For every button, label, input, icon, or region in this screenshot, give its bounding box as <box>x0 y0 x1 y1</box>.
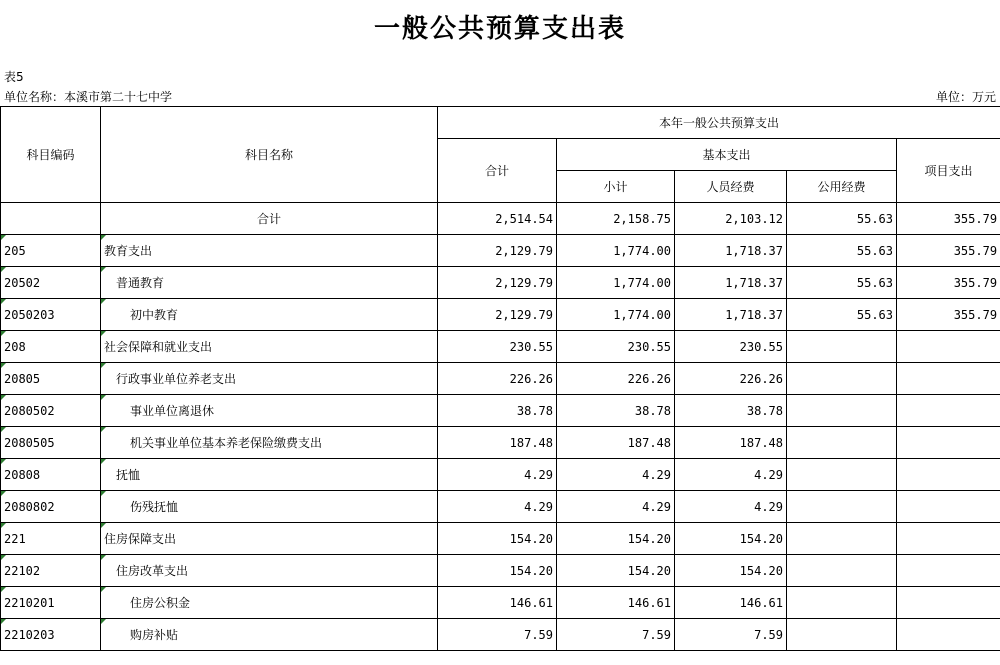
cell-marker-icon <box>101 363 106 368</box>
table-row <box>1 491 1000 523</box>
code-cell <box>1 299 101 331</box>
cell-marker-icon <box>101 619 106 624</box>
project-cell: 355.79 <box>897 235 1000 267</box>
name-cell <box>101 427 438 459</box>
code-cell <box>1 427 101 459</box>
table-number: 表5 <box>4 70 24 84</box>
project-cell <box>897 331 1000 363</box>
personnel-cell: 4.29 <box>675 491 787 523</box>
code-cell <box>1 363 101 395</box>
name-cell <box>101 363 438 395</box>
cell-marker-icon <box>101 299 106 304</box>
code-text: 2210201 <box>4 595 55 610</box>
name-text: 社会保障和就业支出 <box>104 340 213 354</box>
subtotal-cell: 4.29 <box>557 459 675 491</box>
name-text: 事业单位离退休 <box>130 404 215 418</box>
code-cell <box>1 619 101 651</box>
cell-marker-icon <box>1 299 6 304</box>
cell-marker-icon <box>101 267 106 272</box>
code-text: 2050203 <box>4 307 55 322</box>
personnel-cell: 187.48 <box>675 427 787 459</box>
public-cell: 55.63 <box>787 267 897 299</box>
total-cell: 4.29 <box>438 459 557 491</box>
total-cell: 146.61 <box>438 587 557 619</box>
subtotal-cell: 154.20 <box>557 523 675 555</box>
personnel-cell: 146.61 <box>675 587 787 619</box>
personnel-cell: 4.29 <box>675 459 787 491</box>
name-text: 住房改革支出 <box>116 564 189 578</box>
subtotal-cell: 146.61 <box>557 587 675 619</box>
code-text: 20502 <box>4 275 41 290</box>
table-row <box>1 459 1000 491</box>
total-cell: 154.20 <box>438 523 557 555</box>
project-cell <box>897 619 1000 651</box>
code-cell <box>1 491 101 523</box>
header-total: 合计 <box>438 139 557 203</box>
cell-marker-icon <box>101 331 106 336</box>
name-text: 伤残抚恤 <box>130 500 179 514</box>
public-cell <box>787 619 897 651</box>
code-text: 208 <box>4 339 26 354</box>
table-row <box>1 427 1000 459</box>
name-cell <box>101 267 438 299</box>
personnel-cell: 1,718.37 <box>675 235 787 267</box>
total-cell: 2,129.79 <box>438 267 557 299</box>
name-text: 初中教育 <box>130 308 179 322</box>
public-cell <box>787 363 897 395</box>
name-cell <box>101 331 438 363</box>
cell-marker-icon <box>1 587 6 592</box>
name-cell <box>101 523 438 555</box>
code-cell <box>1 555 101 587</box>
personnel-cell: 230.55 <box>675 331 787 363</box>
name-cell <box>101 299 438 331</box>
table-row <box>1 299 1000 331</box>
public-cell <box>787 523 897 555</box>
name-cell <box>101 395 438 427</box>
cell-marker-icon <box>101 235 106 240</box>
header-personnel: 人员经费 <box>675 171 787 203</box>
public-cell: 55.63 <box>787 235 897 267</box>
code-cell <box>1 587 101 619</box>
currency-unit: 单位：万元 <box>935 90 996 104</box>
name-cell <box>101 491 438 523</box>
table-row <box>1 587 1000 619</box>
name-text: 购房补贴 <box>130 628 179 642</box>
subtotal-cell: 1,774.00 <box>557 299 675 331</box>
table-body <box>1 203 1000 651</box>
code-text: 22102 <box>4 563 41 578</box>
code-cell <box>1 235 101 267</box>
name-text: 普通教育 <box>116 276 165 290</box>
code-text: 20808 <box>4 467 41 482</box>
personnel-cell: 1,718.37 <box>675 267 787 299</box>
cell-marker-icon <box>1 555 6 560</box>
project-cell: 355.79 <box>897 299 1000 331</box>
table-row <box>1 203 1000 235</box>
cell-marker-icon <box>1 235 6 240</box>
code-text: 2080802 <box>4 499 55 514</box>
cell-marker-icon <box>1 331 6 336</box>
total-cell: 187.48 <box>438 427 557 459</box>
header-public: 公用经费 <box>787 171 897 203</box>
table-row <box>1 363 1000 395</box>
cell-marker-icon <box>1 267 6 272</box>
budget-table <box>0 106 1000 651</box>
cell-marker-icon <box>101 427 106 432</box>
total-cell: 154.20 <box>438 555 557 587</box>
table-row <box>1 555 1000 587</box>
cell-marker-icon <box>1 619 6 624</box>
subtotal-cell: 38.78 <box>557 395 675 427</box>
code-text: 20805 <box>4 371 41 386</box>
personnel-cell: 226.26 <box>675 363 787 395</box>
personnel-cell: 154.20 <box>675 523 787 555</box>
total-cell: 2,129.79 <box>438 299 557 331</box>
cell-marker-icon <box>101 459 106 464</box>
code-cell <box>1 331 101 363</box>
table-row <box>1 395 1000 427</box>
header-code: 科目编码 <box>1 107 101 203</box>
name-cell <box>101 619 438 651</box>
name-cell: 合计 <box>101 203 438 235</box>
header-name: 科目名称 <box>101 107 438 203</box>
project-cell <box>897 395 1000 427</box>
table-row <box>1 235 1000 267</box>
code-cell <box>1 523 101 555</box>
personnel-cell: 38.78 <box>675 395 787 427</box>
cell-marker-icon <box>101 523 106 528</box>
project-cell <box>897 555 1000 587</box>
name-text: 机关事业单位基本养老保险缴费支出 <box>130 436 323 450</box>
name-cell <box>101 587 438 619</box>
project-cell <box>897 523 1000 555</box>
subtotal-cell: 7.59 <box>557 619 675 651</box>
name-text: 抚恤 <box>116 468 141 482</box>
cell-marker-icon <box>1 491 6 496</box>
unit-name: 单位名称：本溪市第二十七中学 <box>4 90 173 104</box>
cell-marker-icon <box>1 459 6 464</box>
code-text: 2080502 <box>4 403 55 418</box>
name-text: 教育支出 <box>104 244 153 258</box>
personnel-cell: 1,718.37 <box>675 299 787 331</box>
total-cell: 2,129.79 <box>438 235 557 267</box>
public-cell: 55.63 <box>787 203 897 235</box>
subtotal-cell: 187.48 <box>557 427 675 459</box>
public-cell <box>787 395 897 427</box>
project-cell <box>897 427 1000 459</box>
total-cell: 230.55 <box>438 331 557 363</box>
cell-marker-icon <box>101 491 106 496</box>
name-text: 住房保障支出 <box>104 532 177 546</box>
header-group: 本年一般公共预算支出 <box>438 107 1000 139</box>
name-text: 住房公积金 <box>130 596 191 610</box>
code-cell <box>1 203 101 235</box>
project-cell <box>897 459 1000 491</box>
cell-marker-icon <box>101 395 106 400</box>
header-subtotal: 小计 <box>557 171 675 203</box>
subtotal-cell: 226.26 <box>557 363 675 395</box>
project-cell: 355.79 <box>897 203 1000 235</box>
cell-marker-icon <box>1 395 6 400</box>
total-cell: 38.78 <box>438 395 557 427</box>
name-cell <box>101 235 438 267</box>
cell-marker-icon <box>101 555 106 560</box>
code-cell <box>1 267 101 299</box>
code-cell <box>1 395 101 427</box>
page-title: 一般公共预算支出表 <box>373 14 626 44</box>
code-text: 205 <box>4 243 26 258</box>
public-cell <box>787 459 897 491</box>
header-project: 项目支出 <box>897 139 1000 203</box>
name-cell <box>101 459 438 491</box>
table-row <box>1 331 1000 363</box>
cell-marker-icon <box>1 523 6 528</box>
personnel-cell: 7.59 <box>675 619 787 651</box>
project-cell <box>897 491 1000 523</box>
total-cell: 7.59 <box>438 619 557 651</box>
subtotal-cell: 1,774.00 <box>557 267 675 299</box>
personnel-cell: 2,103.12 <box>675 203 787 235</box>
project-cell <box>897 587 1000 619</box>
public-cell <box>787 587 897 619</box>
cell-marker-icon <box>101 587 106 592</box>
table-row <box>1 619 1000 651</box>
subtotal-cell: 230.55 <box>557 331 675 363</box>
total-cell: 226.26 <box>438 363 557 395</box>
subtotal-cell: 4.29 <box>557 491 675 523</box>
table-row <box>1 523 1000 555</box>
public-cell <box>787 331 897 363</box>
name-text: 行政事业单位养老支出 <box>116 372 237 386</box>
subtotal-cell: 154.20 <box>557 555 675 587</box>
total-cell: 4.29 <box>438 491 557 523</box>
public-cell: 55.63 <box>787 299 897 331</box>
personnel-cell: 154.20 <box>675 555 787 587</box>
cell-marker-icon <box>1 363 6 368</box>
total-cell: 2,514.54 <box>438 203 557 235</box>
code-text: 2210203 <box>4 627 55 642</box>
public-cell <box>787 427 897 459</box>
project-cell <box>897 363 1000 395</box>
header-basic: 基本支出 <box>557 139 897 171</box>
project-cell: 355.79 <box>897 267 1000 299</box>
code-text: 221 <box>4 531 26 546</box>
subtotal-cell: 1,774.00 <box>557 235 675 267</box>
table-row <box>1 267 1000 299</box>
cell-marker-icon <box>1 427 6 432</box>
subtotal-cell: 2,158.75 <box>557 203 675 235</box>
code-text: 2080505 <box>4 435 55 450</box>
public-cell <box>787 491 897 523</box>
public-cell <box>787 555 897 587</box>
name-cell <box>101 555 438 587</box>
code-cell <box>1 459 101 491</box>
